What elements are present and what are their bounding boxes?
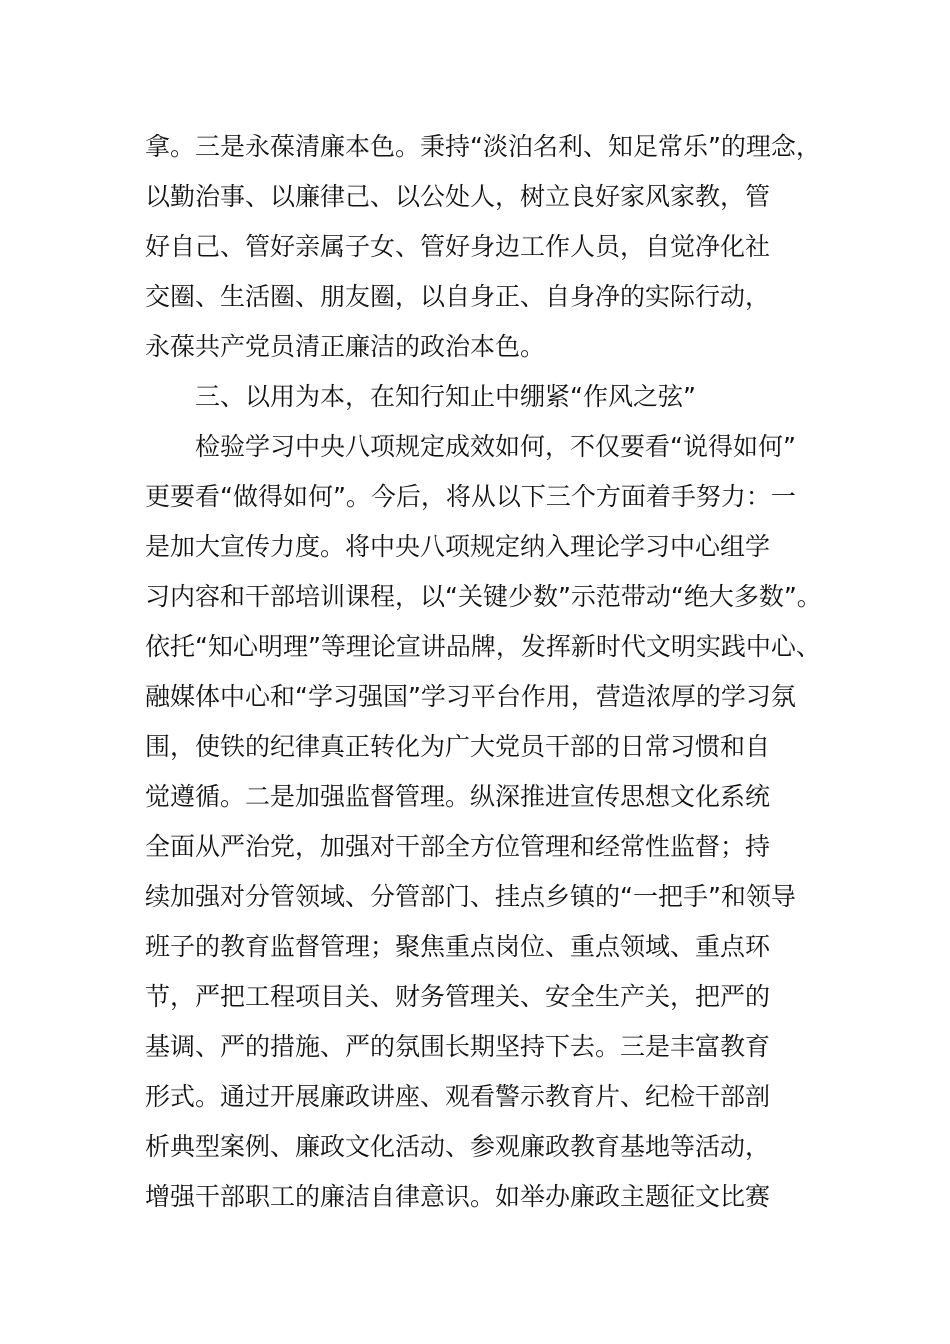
text-line: 全面从严治党，加强对干部全方位管理和经常性监督；持 (145, 832, 771, 861)
text-line: 交圈、生活圈、朋友圈，以自身正、自身净的实际行动， (145, 282, 771, 311)
text-line: 更要看“做得如何”。今后，将从以下三个方面着手努力：一 (145, 482, 796, 511)
text-line: 好自己、管好亲属子女、管好身边工作人员，自觉净化社 (145, 232, 771, 261)
text-line: 融媒体中心和“学习强国”学习平台作用，营造浓厚的学习氛 (145, 682, 796, 711)
text-line: 拿。三是永葆清廉本色。秉持“淡泊名利、知足常乐”的理念， (145, 132, 821, 161)
text-line: 围，使铁的纪律真正转化为广大党员干部的日常习惯和自 (145, 732, 771, 761)
text-line: 是加大宣传力度。将中央八项规定纳入理论学习中心组学 (145, 532, 771, 561)
section-heading: 三、以用为本，在知行知止中绷紧“作风之弦” (195, 382, 696, 411)
text-line: 觉遵循。二是加强监督管理。纵深推进宣传思想文化系统 (145, 782, 771, 811)
text-line: 依托“知心明理”等理论宣讲品牌，发挥新时代文明实践中心、 (145, 632, 821, 661)
text-line: 形式。通过开展廉政讲座、观看警示教育片、纪检干部剖 (145, 1082, 771, 1111)
text-line: 节，严把工程项目关、财务管理关、安全生产关，把严的 (145, 982, 771, 1011)
text-line: 以勤治事、以廉律己、以公处人，树立良好家风家教，管 (145, 182, 771, 211)
text-line: 班子的教育监督管理；聚焦重点岗位、重点领域、重点环 (145, 932, 771, 961)
paragraph-start: 检验学习中央八项规定成效如何，不仅要看“说得如何” (195, 432, 796, 461)
text-line: 析典型案例、廉政文化活动、参观廉政教育基地等活动， (145, 1132, 771, 1161)
text-line: 永葆共产党员清正廉洁的政治本色。 (145, 332, 546, 361)
body-text (145, 122, 835, 1222)
text-line: 习内容和干部培训课程，以“关键少数”示范带动“绝大多数”。 (145, 582, 822, 611)
text-line: 基调、严的措施、严的氛围长期坚持下去。三是丰富教育 (145, 1032, 771, 1061)
text-line: 增强干部职工的廉洁自律意识。如举办廉政主题征文比赛 (145, 1182, 771, 1211)
text-line: 续加强对分管领域、分管部门、挂点乡镇的“一把手”和领导 (145, 882, 796, 911)
